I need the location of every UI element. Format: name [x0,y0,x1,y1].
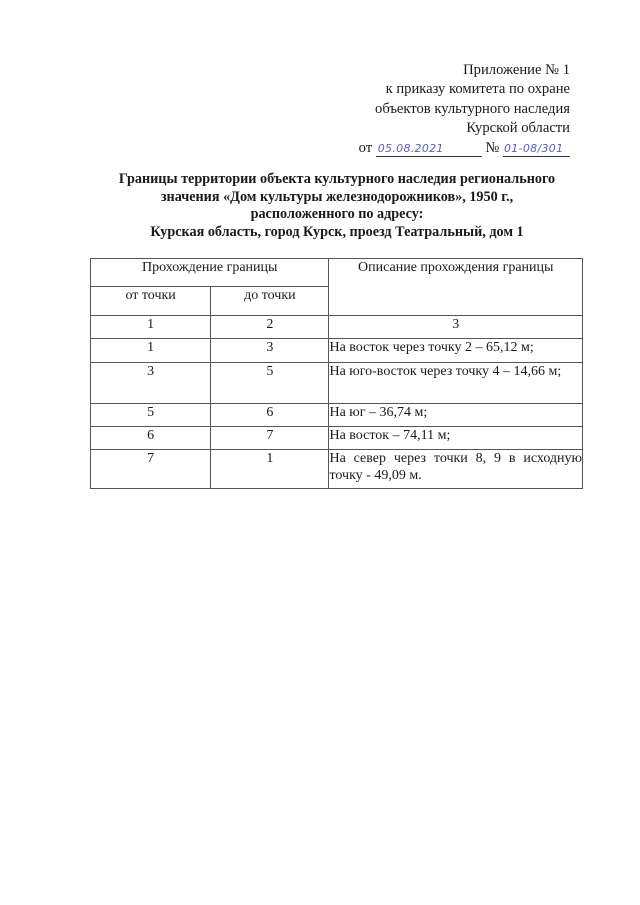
to-point-cell: 1 [211,450,329,489]
table-row [91,427,583,450]
header-to-point: до точки [211,287,329,316]
table-row [91,339,583,363]
from-point-cell: 3 [91,363,211,404]
index-cell: 2 [211,316,329,339]
appendix-region: Курской области [466,120,570,137]
appendix-signature-line [310,139,570,158]
appendix-committee: объектов культурного наследия [375,100,570,117]
title-line-4: Курская область, город Курск, проезд Театральный, дом 1 [150,223,524,240]
to-point-cell: 5 [211,363,329,404]
header-from-point: от точки [91,287,211,316]
table-row [91,450,583,489]
description-cell: На восток через точку 2 – 65,12 м; [329,339,583,363]
table-index-row [91,316,583,339]
description-cell: На юг – 36,74 м; [329,404,583,427]
description-cell: На север через точки 8, 9 в исходную точку - 49,09 м. [329,450,583,489]
index-cell: 1 [91,316,211,339]
appendix-header [310,61,570,158]
description-cell: На юго-восток через точку 4 – 14,66 м; [329,363,583,404]
date-prefix: от [358,139,373,156]
to-point-cell: 3 [211,339,329,363]
handwritten-date: 05.08.2021 [376,142,482,157]
from-point-cell: 5 [91,404,211,427]
to-point-cell: 7 [211,427,329,450]
title-line-2: значения «Дом культуры железнодорожников», 1950 г., [160,188,514,205]
index-cell: 3 [329,316,583,339]
appendix-order-ref: к приказу комитета по охране [385,81,570,98]
header-boundary-passage: Прохождение границы [91,259,329,287]
number-prefix: № [485,139,500,156]
from-point-cell: 7 [91,450,211,489]
document-title [90,171,584,241]
header-boundary-description: Описание прохождения границы [329,259,583,316]
from-point-cell: 1 [91,339,211,363]
description-cell: На восток – 74,11 м; [329,427,583,450]
to-point-cell: 6 [211,404,329,427]
table-row [91,363,583,404]
handwritten-order-number: 01-08/301 [503,142,570,157]
title-line-3: расположенного по адресу: [250,206,424,222]
appendix-number: Приложение № 1 [463,62,570,78]
table-row [91,404,583,427]
from-point-cell: 6 [91,427,211,450]
table-header-row [91,259,583,287]
title-line-1: Границы территории объекта культурного наследия регионального [118,171,556,187]
boundary-table [90,258,583,489]
